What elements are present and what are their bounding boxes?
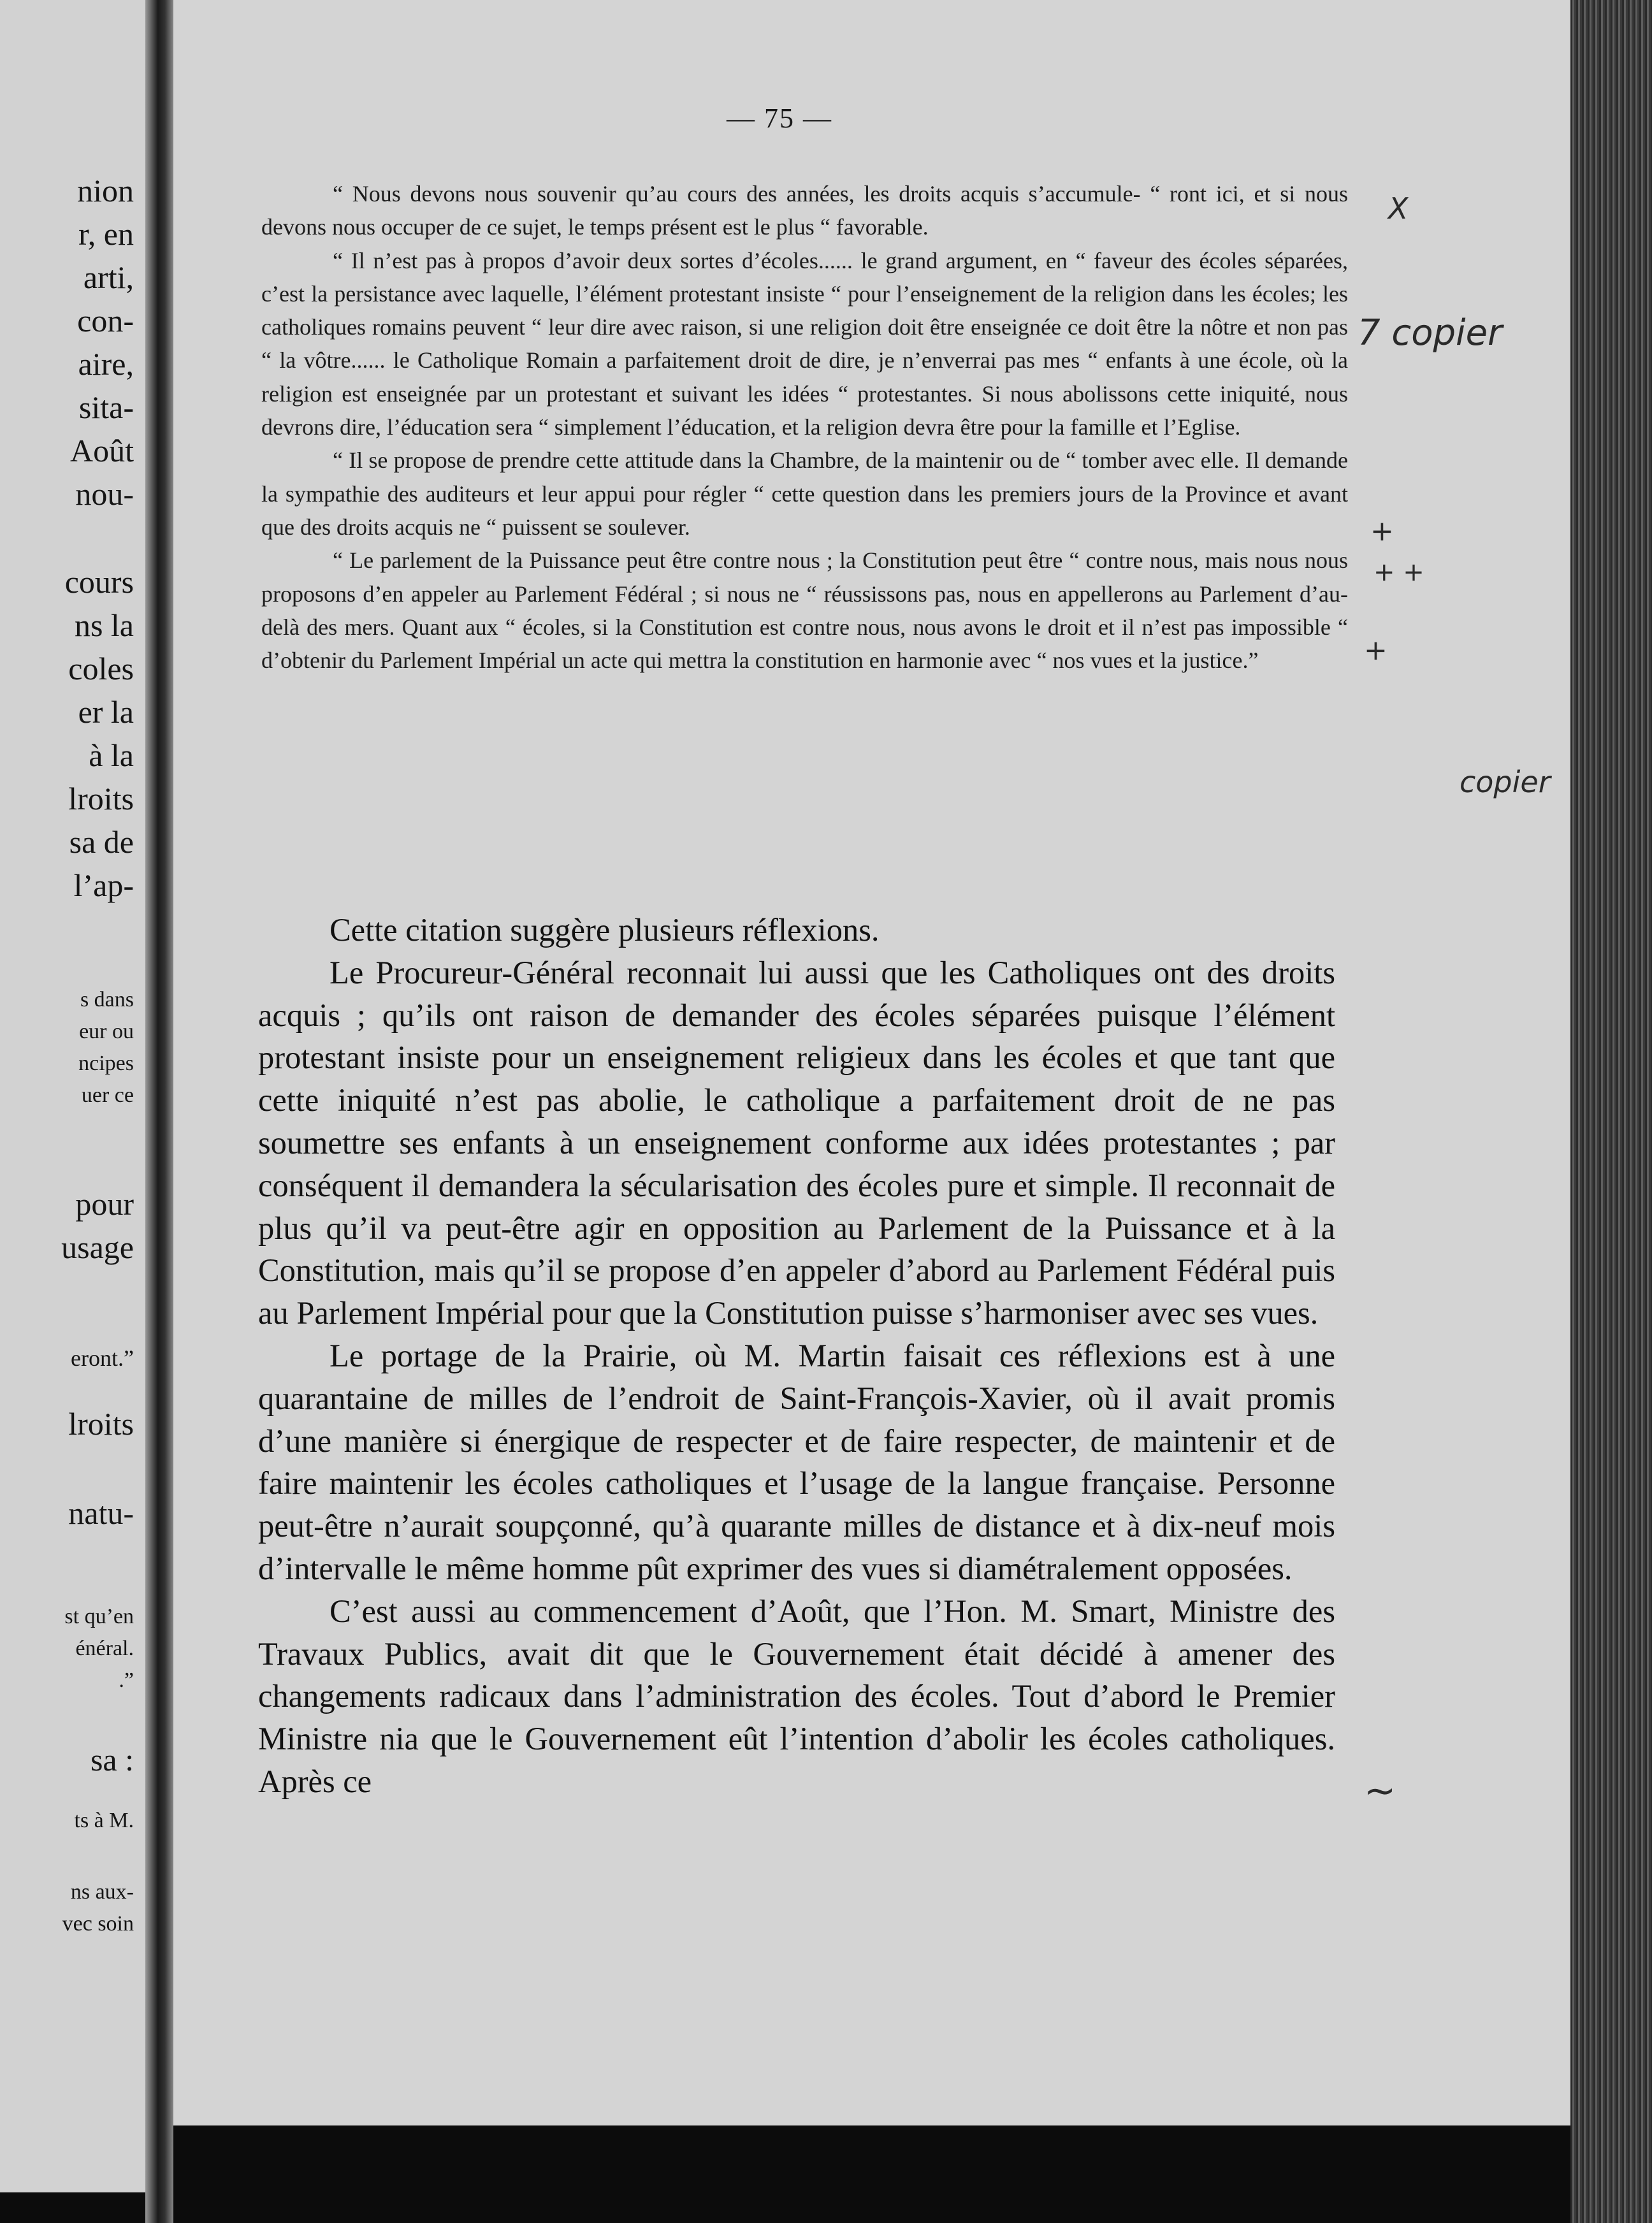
left-page-fragment: énéral. xyxy=(75,1637,134,1660)
left-page-fragment: usage xyxy=(61,1229,134,1265)
body-paragraph: Le Procureur-Général reconnait lui aussi que les Catholiques ont des droits acquis ; qu’ils ont raison de demander des écoles séparées puisque l’élément protestant insiste pour un enseignement religieux dans les écoles et que tant que cette iniquité n’est pas abolie, le catholique a parfaitement droit de ne pas soumettre ses enfants à un enseignement conforme aux idées protestantes ; par conséquent il demandera la sécularisation des écoles pure et simple. Il reconnait de plus qu’il va peut-être agir en opposition au Parlement de la Puissance et à la Constitution, mais qu’il se propose d’en appeler d’abord au Parlement Fédéral puis au Parlement Impérial pour que la Constitution puisse s’harmoniser avec ses vues. xyxy=(258,954,1335,1331)
left-page-fragment: ncipes xyxy=(78,1052,134,1075)
left-page-fragment: ns la xyxy=(74,607,134,643)
left-page-fragment: sa : xyxy=(90,1742,134,1778)
left-page-fragment: .” xyxy=(119,1669,134,1692)
quote-paragraph: “ Il se propose de prendre cette attitude dans la Chambre, de la maintenir ou de “ tomber avec elle. Il demande la sympathie des auditeurs et leur appui pour régler “ cette question dans les premiers jours de la Province et avant que des droits acquis ne “ puissent se soulever. xyxy=(261,447,1348,540)
margin-note: + xyxy=(1364,634,1388,667)
left-page-fragment: arti, xyxy=(83,259,134,295)
left-page-fragment: er la xyxy=(78,694,134,730)
left-page-fragment: eront.” xyxy=(71,1345,134,1371)
margin-note: 7 copier xyxy=(1358,312,1503,354)
left-page-fragment: aire, xyxy=(78,346,134,382)
left-page-fragment: coles xyxy=(68,651,134,686)
book-gutter xyxy=(145,0,173,2223)
left-page-fragment: pour xyxy=(75,1186,134,1222)
margin-note: ∼ xyxy=(1364,1769,1396,1813)
quote-paragraph: “ Le parlement de la Puissance peut être contre nous ; la Constitution peut être “ contre nous, mais nous nous proposons d’en appeler au Parlement Fédéral ; si nous ne “ réussissons pas, nous en appellerons au Parlement d’au-delà des mers. Quant aux “ écoles, si la Constitution est contre nous, nous avons le droit et il n’est pas impossible “ d’obtenir du Parlement Impérial un acte qui mettra la constitution en harmonie avec “ nos vues et la justice.” xyxy=(261,547,1348,674)
left-page-fragment: st qu’en xyxy=(64,1605,134,1628)
body-paragraph: Cette citation suggère plusieurs réflexions. xyxy=(330,912,880,948)
left-page-fragment: sa de xyxy=(69,824,134,860)
left-page-fragment: con- xyxy=(77,303,134,338)
quoted-speech xyxy=(261,177,1348,677)
left-page-fragment: nion xyxy=(77,173,134,208)
left-page-fragment: vec soin xyxy=(62,1912,134,1936)
left-page-fragment: Août xyxy=(70,433,134,468)
quote-paragraph: “ Nous devons nous souvenir qu’au cours des années, les droits acquis s’accumule- “ ront ici, et si nous devons nous occuper de ce sujet, le temps présent est le plus “ favorable. xyxy=(261,181,1348,240)
left-page-fragment: lroits xyxy=(68,1406,134,1442)
margin-note: X xyxy=(1388,191,1409,226)
left-page-fragment: sita- xyxy=(78,389,134,425)
left-page-fragment: cours xyxy=(64,564,134,600)
left-facing-page xyxy=(0,0,145,2192)
left-page-fragment: lroits xyxy=(68,781,134,816)
left-page-fragment: nou- xyxy=(75,476,134,512)
quote-paragraph: “ Il n’est pas à propos d’avoir deux sortes d’écoles...... le grand argument, en “ faveur des écoles séparées, c’est la persistance avec laquelle, l’élément protestant insiste “ pour l’enseignement de la religion dans les écoles; les catholiques romains peuvent “ leur dire avec raison, si une religion doit être enseignée ce doit être la nôtre et non pas “ la vôtre...... le Catholique Romain a parfaitement droit de dire, je n’enverrai pas mes “ enfants à une école, où la religion est enseignée par un protestant et suivant les idées “ protestantes. Si nous abolissons cette iniquité, nous devrons dire, l’éducation sera “ simplement l’éducation, et la religion devra être pour la famille et l’Eglise. xyxy=(261,247,1348,440)
margin-note: copier xyxy=(1460,765,1551,799)
left-page-fragment: eur ou xyxy=(79,1020,134,1043)
page-number: — 75 — xyxy=(727,103,832,134)
left-page-fragment: ts à M. xyxy=(74,1809,134,1832)
left-page-fragment: s dans xyxy=(80,988,134,1011)
left-page-fragment: uer ce xyxy=(81,1083,134,1107)
body-paragraph: C’est aussi au commencement d’Août, que l’Hon. M. Smart, Ministre des Travaux Publics, avait dit que le Gouvernement était décidé à amener des changements radicaux dans l’administration des écoles. Tout d’abord le Premier Ministre nia que le Gouvernement eût l’intention d’abolir les écoles catholiques. Après ce xyxy=(258,1593,1335,1799)
margin-note: + + xyxy=(1373,558,1424,587)
body-paragraph: Le portage de la Prairie, où M. Martin faisait ces réflexions est à une quarantaine de milles de l’endroit de Saint-François-Xavier, où il avait promis d’une manière si énergique de respecter et de faire respecter, de maintenir et de faire maintenir les écoles catholiques et l’usage de la langue française. Personne peut-être n’aurait soupçonné, qu’à quarante milles de distance et à dix-neuf mois d’intervalle le même homme pût exprimer des vues si diamétralement opposées. xyxy=(258,1337,1335,1586)
left-page-fragment: ns aux- xyxy=(70,1880,134,1904)
left-page-fragment: natu- xyxy=(68,1495,134,1531)
page-edge xyxy=(1570,0,1652,2223)
left-page-fragment: à la xyxy=(89,737,134,773)
scan-bottom-margin xyxy=(173,2125,1570,2223)
body-text xyxy=(258,909,1335,1803)
left-page-fragment: r, en xyxy=(78,216,134,252)
left-page-fragment: l’ap- xyxy=(73,867,134,903)
margin-note: + xyxy=(1370,515,1394,547)
